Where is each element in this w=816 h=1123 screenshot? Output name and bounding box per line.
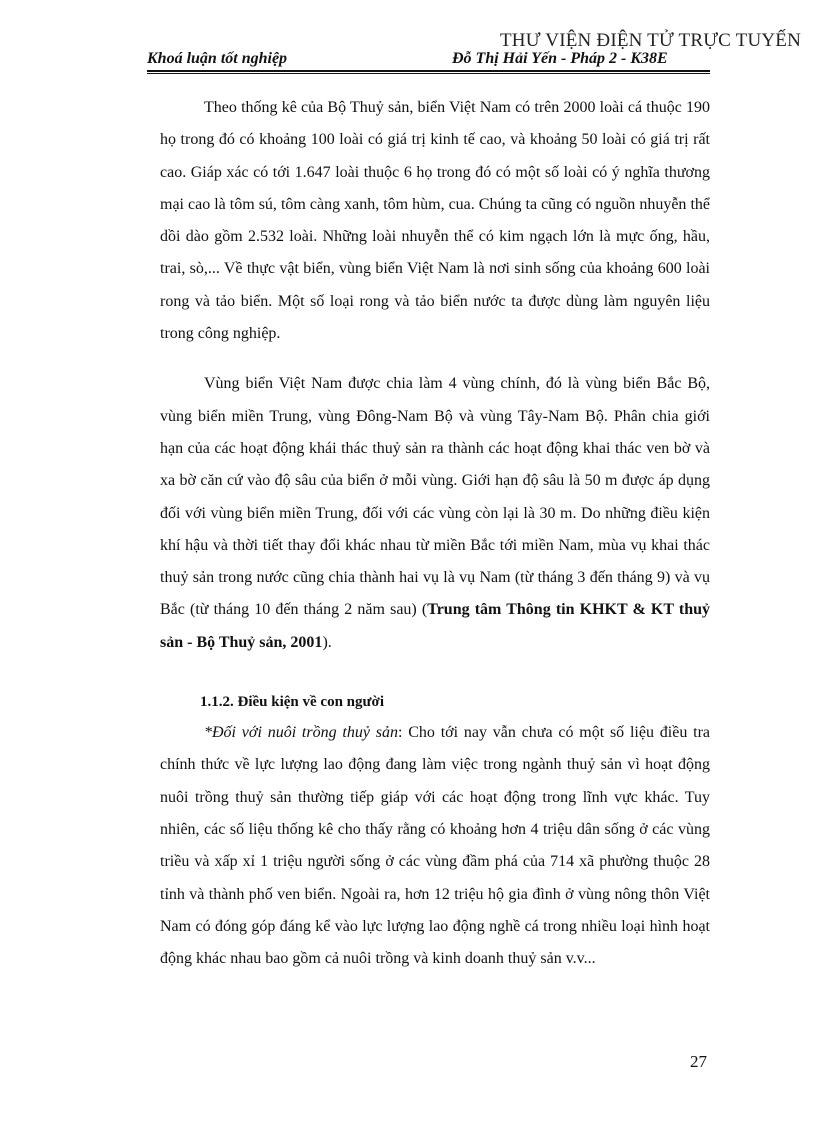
paragraph-human-conditions bbox=[160, 717, 710, 975]
aquaculture-label: *Đối với nuôi trồng thuỷ sản bbox=[204, 724, 398, 742]
header-rule bbox=[147, 70, 710, 72]
section-heading: 1.1.2. Điều kiện về con người bbox=[200, 694, 384, 711]
paragraph-sea-regions bbox=[160, 368, 710, 659]
paragraph-marine-species: Theo thống kê của Bộ Thuỷ sản, biển Việt Nam có trên 2000 loài cá thuộc 190 họ trong đó có khoảng 100 loài có giá trị kinh tế cao, và khoảng 50 loài có giá trị rất cao. Giáp xác có tới 1.647 loài thuộc 6 họ trong đó có một số loài có ý nghĩa thương mại cao là tôm sú, tôm càng xanh, tôm hùm, cua. Chúng ta cũng có nguồn nhuyễn thể dồi dào gồm 2.532 loài. Những loài nhuyễn thể có kim ngạch lớn là mực ống, hầu, trai, sò,... Về thực vật biển, vùng biển Việt Nam là nơi sinh sống của khoảng 600 loài rong và tảo biển. Một số loại rong và tảo biển nước ta được dùng làm nguyên liệu trong công nghiệp. bbox=[160, 99, 710, 343]
paragraph-sea-regions-text: Vùng biển Việt Nam được chia làm 4 vùng chính, đó là vùng biển Bắc Bộ, vùng biển miền Trung, vùng Đông-Nam Bộ và vùng Tây-Nam Bộ. Phân chia giới hạn của các hoạt động khái thác thuỷ sản ra thành các hoạt động khai thác ven bờ và xa bờ căn cứ vào độ sâu của biển ở mỗi vùng. Giới hạn độ sâu là 50 m được áp dụng đối với vùng biển miền Trung, đối với các vùng còn lại là 30 m. Do những điều kiện khí hậu và thời tiết thay đổi khác nhau từ miền Bắc tới miền Nam, mùa vụ khai thác thuỷ sản trong nước cũng chia thành hai vụ là vụ Nam (từ tháng 3 đến tháng 9) và vụ Bắc (từ tháng 10 đến tháng 2 năm sau) ( bbox=[160, 375, 710, 619]
page-number: 27 bbox=[690, 1052, 707, 1071]
page-body bbox=[160, 92, 710, 975]
paragraph-human-conditions-text: : Cho tới nay vẫn chưa có một số liệu điều tra chính thức về lực lượng lao động đang làm việc trong ngành thuỷ sản vì hoạt động nuôi trồng thuỷ sản thường tiếp giáp với các hoạt động trong lĩnh vực khác. Tuy nhiên, các số liệu thống kê cho thấy rằng có khoảng hơn 4 triệu dân sống ở các vùng triều và xấp xỉ 1 triệu người sống ở các vùng đầm phá của 714 xã phường thuộc 28 tỉnh và thành phố ven biển. Ngoài ra, hơn 12 triệu hộ gia đình ở vùng nông thôn Việt Nam có đóng góp đáng kể vào lực lượng lao động nghề cá trong nhiều loại hình hoạt động khác nhau bao gồm cả nuôi trồng và kinh doanh thuỷ sản v.v... bbox=[160, 724, 710, 968]
header-thesis-title: Khoá luận tốt nghiệp bbox=[147, 50, 288, 67]
library-watermark: THƯ VIỆN ĐIỆN TỬ TRỰC TUYẾN bbox=[500, 30, 802, 51]
header-rule-thin bbox=[147, 73, 710, 74]
citation: Trung tâm Thông tin KHKT & KT thuỷ sản - Bộ Thuỷ sản, 2001 bbox=[160, 601, 711, 651]
header-author: Đỗ Thị Hải Yến - Pháp 2 - K38E bbox=[452, 50, 668, 67]
paragraph-sea-regions-end: ). bbox=[322, 633, 332, 651]
